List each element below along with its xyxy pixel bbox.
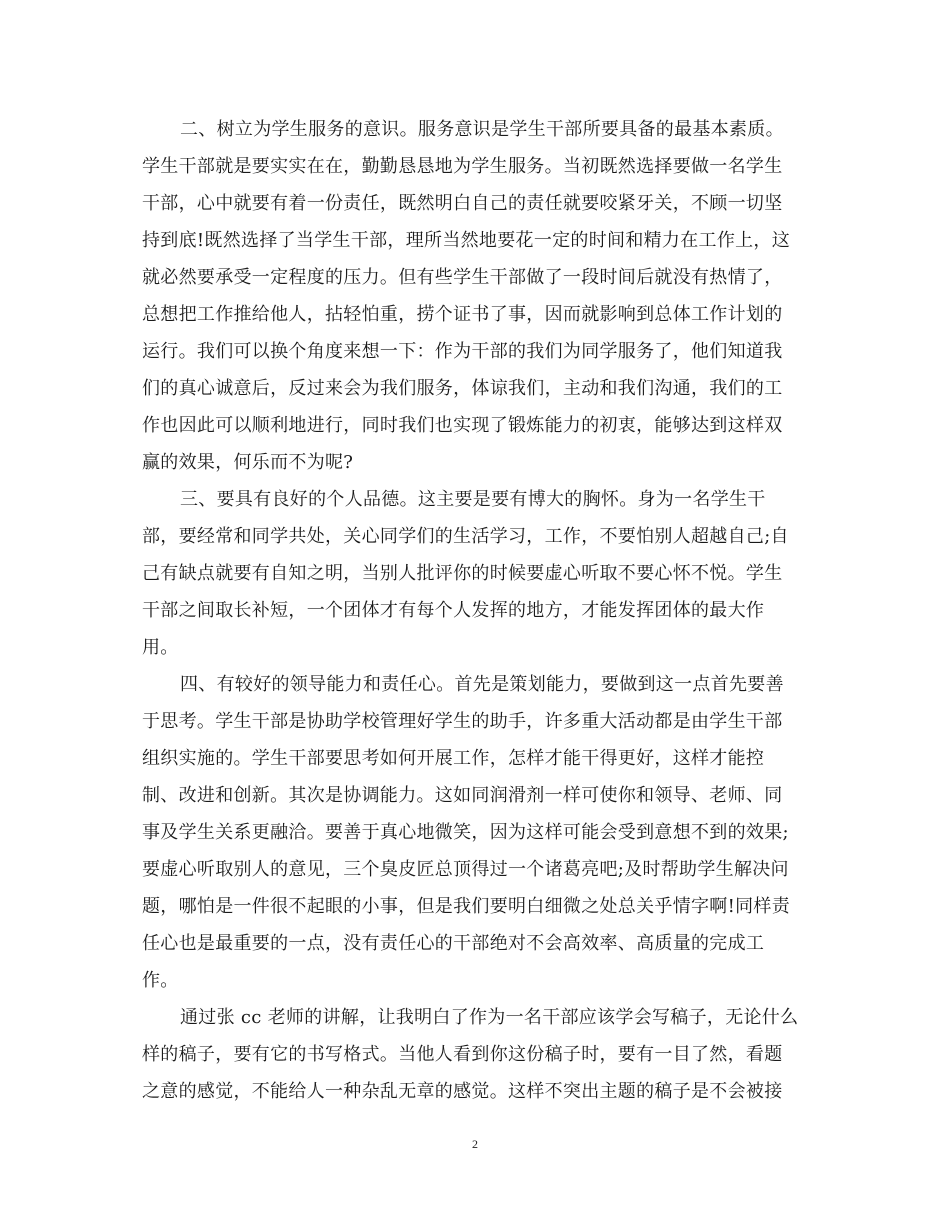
text-line: 组织实施的。学生干部要思考如何开展工作，怎样才能干得更好，这样才能控 [142, 748, 765, 769]
text-line: 己有缺点就要有自知之明，当别人批评你的时候要虚心听取不要心怀不悦。学生 [142, 563, 783, 584]
text-line: 作也因此可以顺利地进行，同时我们也实现了锻炼能力的初衷，能够达到这样双 [142, 415, 783, 436]
text-line: 干部，心中就要有着一份责任，既然明白自己的责任就要咬紧牙关，不顾一切坚 [142, 193, 783, 214]
text-line: 赢的效果，何乐而不为呢? [142, 452, 354, 473]
page-number: 2 [472, 1137, 478, 1151]
paragraph [142, 666, 812, 999]
text-line: 通过张 cc 老师的讲解，让我明白了作为一名干部应该学会写稿子，无论什么 [180, 1007, 799, 1028]
text-line: 运行。我们可以换个角度来想一下：作为干部的我们为同学服务了，他们知道我 [142, 341, 783, 362]
text-line: 样的稿子，要有它的书写格式。当他人看到你这份稿子时，要有一目了然，看题 [142, 1044, 783, 1065]
text-line: 于思考。学生干部是协助学校管理好学生的助手，许多重大活动都是由学生干部 [142, 711, 783, 732]
text-line: 任心也是最重要的一点，没有责任心的干部绝对不会高效率、高质量的完成工 [142, 933, 765, 954]
text-line: 用。 [142, 637, 179, 658]
text-line: 之意的感觉，不能给人一种杂乱无章的感觉。这样不突出主题的稿子是不会被接 [142, 1081, 783, 1102]
text-line: 持到底!既然选择了当学生干部，理所当然地要花一定的时间和精力在工作上，这 [142, 230, 791, 251]
text-line: 学生干部就是要实实在在，勤勤恳恳地为学生服务。当初既然选择要做一名学生 [142, 156, 783, 177]
text-line: 事及学生关系更融洽。要善于真心地微笑，因为这样可能会受到意想不到的效果; [142, 822, 789, 843]
text-line: 二、树立为学生服务的意识。服务意识是学生干部所要具备的最基本素质。 [180, 119, 784, 140]
text-line: 部，要经常和同学共处，关心同学们的生活学习，工作，不要怕别人超越自己;自 [142, 526, 789, 547]
text-line: 总想把工作推给他人，拈轻怕重，捞个证书了事，因而就影响到总体工作计划的 [142, 304, 783, 325]
text-line: 四、有较好的领导能力和责任心。首先是策划能力，要做到这一点首先要善 [180, 674, 784, 695]
text-line: 干部之间取长补短，一个团体才有每个人发挥的地方，才能发挥团体的最大作 [142, 600, 765, 621]
text-line: 要虚心听取别人的意见，三个臭皮匠总顶得过一个诸葛亮吧;及时帮助学生解决问 [142, 859, 789, 880]
text-line: 题，哪怕是一件很不起眼的小事，但是我们要明白细微之处总关乎情字啊!同样责 [142, 896, 791, 917]
text-line: 们的真心诚意后，反过来会为我们服务，体谅我们，主动和我们沟通，我们的工 [142, 378, 783, 399]
paragraph [142, 481, 812, 666]
paragraph [142, 111, 812, 481]
text-line: 作。 [142, 970, 179, 991]
text-line: 制、改进和创新。其次是协调能力。这如同润滑剂一样可使你和领导、老师、同 [142, 785, 783, 806]
text-line: 就必然要承受一定程度的压力。但有些学生干部做了一段时间后就没有热情了， [142, 267, 783, 288]
text-line: 三、要具有良好的个人品德。这主要是要有博大的胸怀。身为一名学生干 [180, 489, 766, 510]
document-body [142, 111, 812, 1110]
paragraph [142, 999, 812, 1110]
